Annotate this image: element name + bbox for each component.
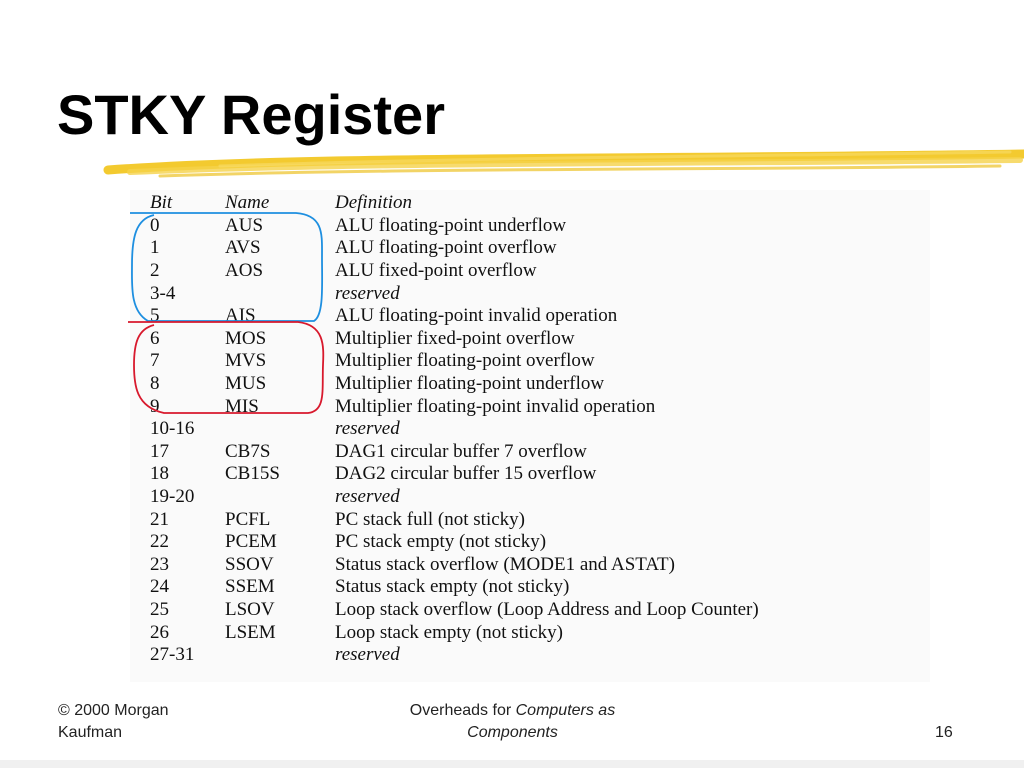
cell-name: CB7S (225, 440, 271, 462)
cell-name: SSOV (225, 553, 274, 575)
page-number: 16 (935, 724, 953, 741)
footer-copyright-line1: © 2000 Morgan (58, 702, 169, 719)
table-row (150, 418, 759, 441)
title-underline-stroke (100, 148, 1024, 188)
cell-bit: 25 (150, 598, 169, 620)
table-row (150, 486, 759, 509)
cell-name: MIS (225, 395, 259, 417)
cell-name: MOS (225, 327, 267, 349)
cell-definition: Status stack empty (not sticky) (335, 576, 570, 598)
footer-center-prefix: Overheads for (409, 702, 516, 719)
cell-definition: DAG1 circular buffer 7 overflow (335, 440, 587, 462)
header-definition: Definition (335, 192, 413, 214)
bottom-band (0, 760, 1024, 768)
slide-title: STKY Register (57, 83, 445, 146)
cell-definition: Multiplier floating-point overflow (335, 350, 595, 372)
cell-bit: 27-31 (150, 644, 195, 666)
table-row (150, 441, 759, 464)
cell-name: CB15S (225, 463, 280, 485)
cell-definition: reserved (335, 644, 400, 666)
cell-name: LSOV (225, 598, 275, 620)
cell-bit: 5 (150, 305, 160, 327)
cell-name: AIS (225, 305, 256, 327)
cell-bit: 17 (150, 440, 169, 462)
cell-name: SSEM (225, 576, 275, 598)
cell-name: AOS (225, 260, 264, 282)
header-bit: Bit (150, 192, 173, 214)
cell-name: MUS (225, 373, 267, 395)
cell-name: MVS (225, 350, 267, 372)
footer-center-italic-1: Computers as (515, 702, 616, 719)
cell-definition: Multiplier floating-point invalid operation (335, 395, 656, 417)
cell-definition: Loop stack overflow (Loop Address and Loop Counter) (335, 598, 759, 620)
alu-group-circle (130, 213, 322, 321)
cell-name: PCFL (225, 508, 271, 530)
cell-name: LSEM (225, 621, 276, 643)
cell-bit: 18 (150, 463, 169, 485)
cell-bit: 3-4 (150, 282, 176, 304)
cell-bit: 19-20 (150, 486, 195, 508)
cell-definition: ALU fixed-point overflow (335, 260, 537, 282)
cell-definition: DAG2 circular buffer 15 overflow (335, 463, 597, 485)
multiplier-group-circle (128, 322, 323, 413)
cell-definition: Multiplier fixed-point overflow (335, 327, 575, 349)
cell-bit: 0 (150, 214, 160, 236)
cell-bit: 23 (150, 553, 169, 575)
annotation-overlay (128, 205, 338, 420)
footer-copyright (58, 700, 169, 744)
cell-bit: 22 (150, 531, 169, 553)
cell-name: AVS (225, 237, 261, 259)
footer-center-italic-2: Components (467, 724, 558, 741)
cell-definition: Status stack overflow (MODE1 and ASTAT) (335, 553, 675, 575)
cell-definition: reserved (335, 282, 400, 304)
table-row (150, 554, 759, 577)
table-row (150, 621, 759, 644)
cell-bit: 10-16 (150, 418, 195, 440)
cell-definition: Multiplier floating-point underflow (335, 373, 605, 395)
cell-definition: PC stack full (not sticky) (335, 508, 525, 530)
cell-bit: 6 (150, 327, 160, 349)
cell-definition: PC stack empty (not sticky) (335, 531, 547, 553)
cell-name (225, 644, 335, 667)
table-row (150, 644, 759, 667)
cell-name (225, 486, 335, 509)
cell-name (225, 418, 335, 441)
cell-definition: reserved (335, 418, 400, 440)
cell-definition: ALU floating-point overflow (335, 237, 557, 259)
cell-definition: ALU floating-point invalid operation (335, 305, 618, 327)
header-name: Name (225, 192, 270, 214)
cell-bit: 2 (150, 260, 160, 282)
cell-name: PCEM (225, 531, 277, 553)
table-row (150, 599, 759, 622)
cell-bit: 26 (150, 621, 169, 643)
cell-bit: 1 (150, 237, 160, 259)
cell-bit: 7 (150, 350, 160, 372)
cell-bit: 21 (150, 508, 169, 530)
cell-bit: 8 (150, 373, 160, 395)
table-row (150, 508, 759, 531)
cell-definition: reserved (335, 486, 400, 508)
cell-definition: Loop stack empty (not sticky) (335, 621, 563, 643)
table-row (150, 576, 759, 599)
cell-bit: 9 (150, 395, 160, 417)
footer-copyright-line2: Kaufman (58, 724, 123, 741)
cell-bit: 24 (150, 576, 169, 598)
table-row (150, 531, 759, 554)
footer-course-title (370, 700, 655, 744)
cell-definition: ALU floating-point underflow (335, 214, 567, 236)
table-row (150, 463, 759, 486)
cell-name: AUS (225, 214, 264, 236)
